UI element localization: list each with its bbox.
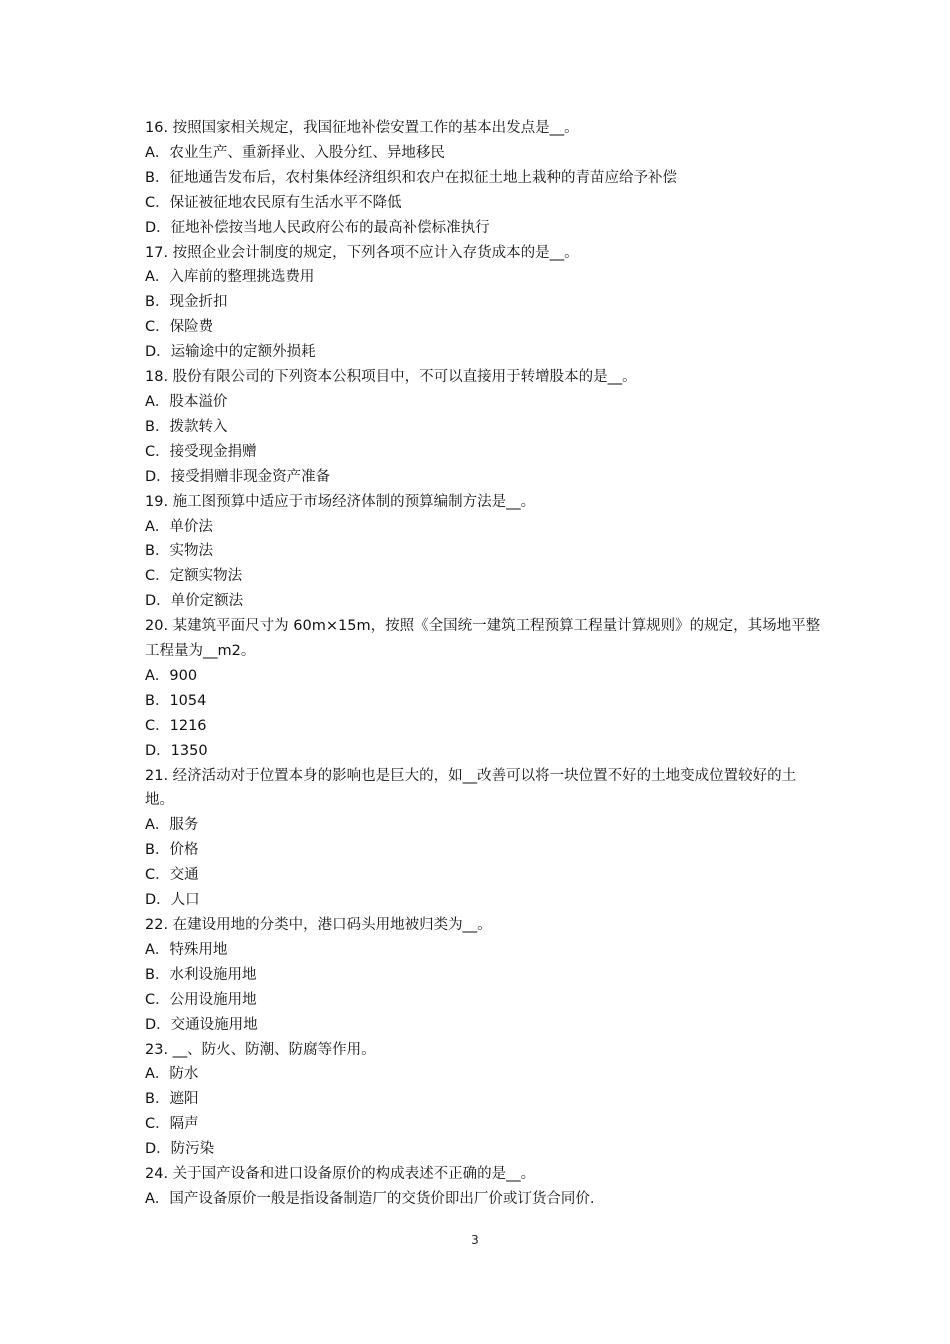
document-body (145, 116, 825, 1212)
option-a: A．股本溢价 (145, 393, 228, 410)
option-a: A．农业生产、重新择业、入股分红、异地移民 (145, 144, 445, 161)
option-c: C．接受现金捐赠 (145, 443, 257, 460)
option-b: B．水利设施用地 (145, 966, 257, 983)
option-a: A．服务 (145, 817, 199, 834)
question-text: 17. 按照企业会计制度的规定，下列各项不应计入存货成本的是__。 (145, 244, 579, 261)
option-d: D．交通设施用地 (145, 1016, 258, 1033)
option-c: C．隔声 (145, 1116, 199, 1133)
question-23 (145, 1038, 825, 1163)
question-22 (145, 913, 825, 1038)
option-b: B．1054 (145, 692, 207, 709)
option-c: C．定额实物法 (145, 568, 243, 585)
question-text: 19. 施工图预算中适应于市场经济体制的预算编制方法是__。 (145, 493, 536, 510)
option-d: D．1350 (145, 742, 208, 759)
question-text: 20. 某建筑平面尺寸为 60m×15m，按照《全国统一建筑工程预算工程量计算规则》的规定，其场地平整工程量为__m2。 (145, 618, 821, 660)
option-a: A．单价法 (145, 518, 213, 535)
option-a: A．防水 (145, 1066, 199, 1083)
question-text: 16. 按照国家相关规定，我国征地补偿安置工作的基本出发点是__。 (145, 120, 579, 136)
question-text: 22. 在建设用地的分类中，港口码头用地被归类为__。 (145, 917, 492, 933)
question-16 (145, 116, 825, 241)
option-b: B．实物法 (145, 543, 213, 560)
option-d: D．征地补偿按当地人民政府公布的最高补偿标准执行 (145, 219, 490, 236)
option-c: C．交通 (145, 867, 199, 884)
question-text: 21. 经济活动对于位置本身的影响也是巨大的，如__改善可以将一块位置不好的土地变成位置较好的土地。 (145, 767, 797, 809)
question-21 (145, 764, 825, 913)
option-b: B．价格 (145, 842, 199, 859)
question-20 (145, 614, 825, 763)
option-a: A．特殊用地 (145, 941, 228, 958)
option-a: A．国产设备原价一般是指设备制造厂的交货价即出厂价或订货合同价. (145, 1190, 595, 1207)
question-text: 18. 股份有限公司的下列资本公积项目中，不可以直接用于转增股本的是__。 (145, 369, 637, 386)
question-19 (145, 490, 825, 615)
option-d: D．运输途中的定额外损耗 (145, 344, 316, 361)
option-d: D．单价定额法 (145, 593, 244, 610)
question-text: 23. __、防火、防潮、防腐等作用。 (145, 1041, 376, 1058)
option-c: C．1216 (145, 717, 207, 734)
page-number: 3 (471, 1233, 479, 1247)
option-b: B．遮阳 (145, 1091, 199, 1108)
option-d: D．防污染 (145, 1141, 215, 1158)
option-b: B．拨款转入 (145, 418, 228, 435)
option-b: B．现金折扣 (145, 294, 228, 311)
option-c: C．保证被征地农民原有生活水平不降低 (145, 194, 402, 211)
option-c: C．公用设施用地 (145, 991, 257, 1008)
option-a: A．入库前的整理挑选费用 (145, 269, 315, 286)
option-b: B．征地通告发布后，农村集体经济组织和农户在拟征土地上栽种的青苗应给予补偿 (145, 169, 677, 186)
question-18 (145, 365, 825, 490)
question-17 (145, 241, 825, 366)
option-c: C．保险费 (145, 319, 214, 336)
option-a: A．900 (145, 667, 198, 684)
question-24 (145, 1162, 825, 1212)
option-d: D．人口 (145, 892, 200, 909)
option-d: D．接受捐赠非现金资产准备 (145, 468, 331, 485)
question-text: 24. 关于国产设备和进口设备原价的构成表述不正确的是__。 (145, 1166, 536, 1183)
